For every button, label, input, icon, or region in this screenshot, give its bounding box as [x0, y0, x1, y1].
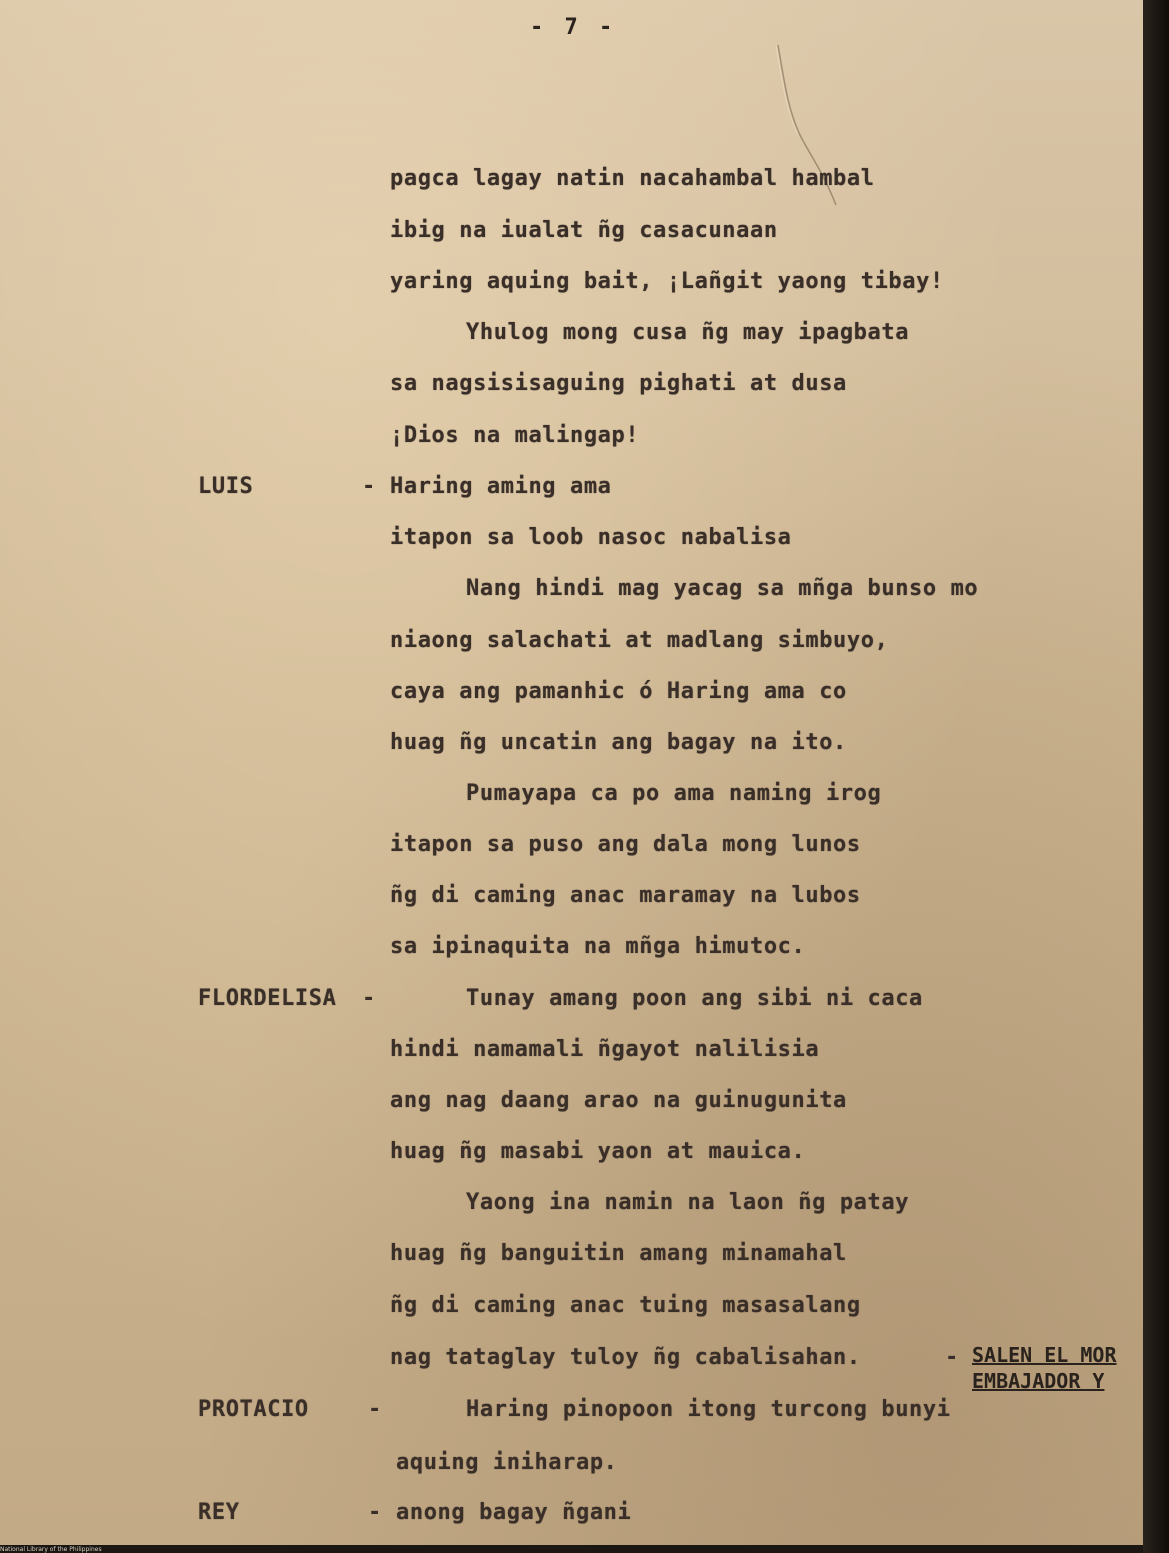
verse-line: caya ang pamanhic ó Haring ama co — [390, 679, 847, 704]
speaker-rey: REY — [198, 1500, 240, 1525]
verse-line: itapon sa puso ang dala mong lunos — [390, 832, 861, 857]
stage-direction-line1: SALEN EL MOR — [972, 1343, 1117, 1367]
verse-line: Nang hindi mag yacag sa mñga bunso mo — [466, 576, 979, 601]
speaker-luis: LUIS — [198, 474, 254, 499]
verse-line: hindi namamali ñgayot nalilisia — [390, 1037, 820, 1062]
verse-line: Tunay amang poon ang sibi ni caca — [466, 986, 923, 1011]
verse-line: Haring aming ama — [390, 474, 612, 499]
verse-line: ¡Dios na malingap! — [390, 423, 640, 448]
scan-border — [1143, 0, 1169, 1553]
verse-line: ibig na iualat ñg casacunaan — [390, 218, 778, 243]
stage-direction-line2: EMBAJADOR Y — [972, 1369, 1105, 1393]
verse-line: huag ñg uncatin ang bagay na ito. — [390, 730, 847, 755]
verse-line: anong bagay ñgani — [396, 1500, 632, 1525]
verse-line: itapon sa loob nasoc nabalisa — [390, 525, 792, 550]
footer-credit: National Library of the Philippines — [0, 1546, 102, 1553]
verse-line: aquing iniharap. — [396, 1450, 618, 1475]
verse-line: huag ñg masabi yaon at mauica. — [390, 1139, 806, 1164]
verse-line: ang nag daang arao na guinugunita — [390, 1088, 847, 1113]
speaker-dash: - — [362, 986, 376, 1011]
verse-line: sa nagsisisaguing pighati at dusa — [390, 371, 847, 396]
paper-crease — [770, 40, 850, 220]
verse-line: pagca lagay natin nacahambal hambal — [390, 166, 875, 191]
verse-line: sa ipinaquita na mñga himutoc. — [390, 934, 806, 959]
verse-line: nag tataglay tuloy ñg cabalisahan. — [390, 1345, 861, 1370]
verse-line: niaong salachati at madlang simbuyo, — [390, 628, 889, 653]
speaker-dash: - — [362, 474, 376, 499]
verse-line: yaring aquing bait, ¡Lañgit yaong tibay! — [390, 269, 944, 294]
verse-line: Pumayapa ca po ama naming irog — [466, 781, 882, 806]
verse-line: ñg di caming anac tuing masasalang — [390, 1293, 861, 1318]
page-number: - 7 - — [530, 15, 617, 40]
speaker-dash: - — [368, 1500, 382, 1525]
verse-line: ñg di caming anac maramay na lubos — [390, 883, 861, 908]
speaker-flordelisa: FLORDELISA — [198, 986, 337, 1011]
speaker-protacio: PROTACIO — [198, 1397, 309, 1422]
verse-line: Yhulog mong cusa ñg may ipagbata — [466, 320, 910, 345]
speaker-dash: - — [368, 1397, 382, 1422]
verse-line: Yaong ina namin na laon ñg patay — [466, 1190, 910, 1215]
stage-dash: - — [945, 1345, 959, 1370]
verse-line: Haring pinopoon itong turcong bunyi — [466, 1397, 951, 1422]
verse-line: huag ñg banguitin amang minamahal — [390, 1241, 847, 1266]
